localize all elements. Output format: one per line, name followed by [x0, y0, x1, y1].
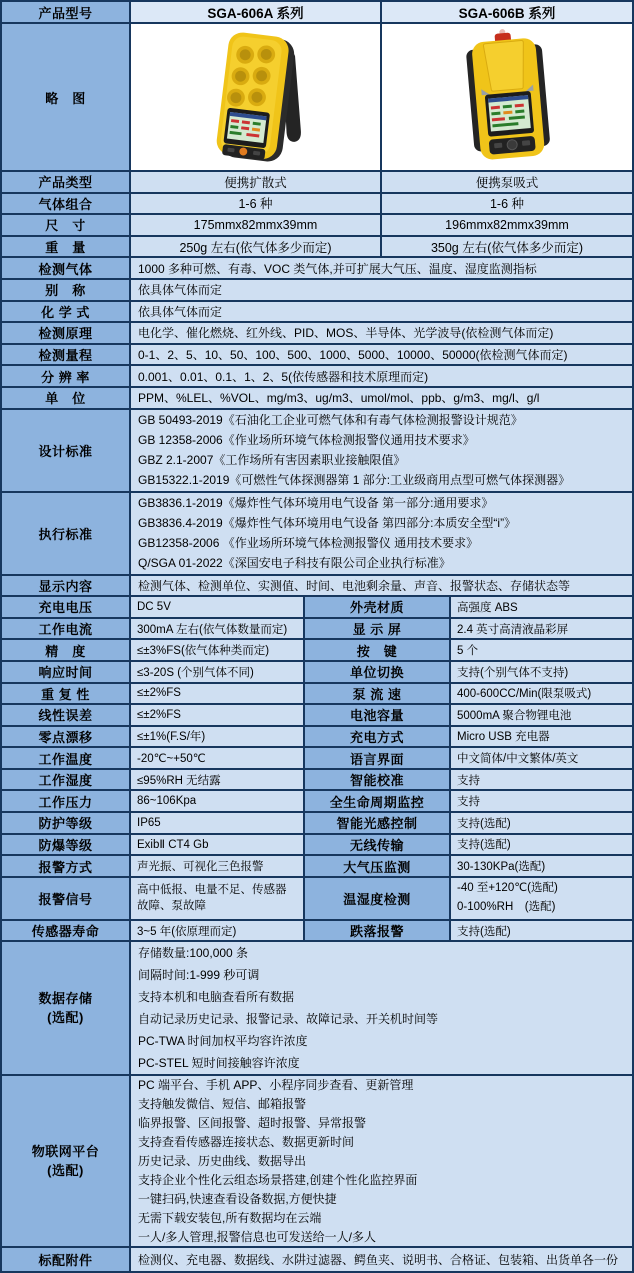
- spec-label: 重 量: [2, 237, 131, 259]
- spec-value-a: 250g 左右(依气体多少而定): [131, 237, 382, 259]
- spec-row-principle: [2, 323, 632, 345]
- spec-value: 支持(选配): [451, 921, 632, 943]
- spec-label: 防爆等级: [2, 835, 131, 857]
- spec-label: 检测量程: [2, 345, 131, 367]
- standard-line: GB3836.4-2019《爆炸性气体环境用电气设备 第四部分:本质安全型“i”》: [138, 515, 517, 530]
- spec-value: 支持(个别气体不支持): [451, 662, 632, 684]
- header-row: [2, 2, 632, 24]
- spec-value: 支持(选配): [451, 835, 632, 857]
- spec-value: 声光振、可视化三色报警: [131, 856, 305, 878]
- spec-value: 3~5 年(依原理而定): [131, 921, 305, 943]
- spec-label: 别 称: [2, 280, 131, 302]
- spec-label: 防护等级: [2, 813, 131, 835]
- spec-value: 检测仪、充电器、数据线、水阱过滤器、鳄鱼夹、说明书、合格证、包装箱、出货单各一份: [131, 1248, 632, 1271]
- spec-value-multiline: [451, 878, 632, 921]
- spec-value: ExibⅡ CT4 Gb: [131, 835, 305, 857]
- spec-row-alias: [2, 280, 632, 302]
- spec-value-b: 350g 左右(依气体多少而定): [382, 237, 632, 259]
- spec-label: 分 辨 率: [2, 366, 131, 388]
- spec-value: DC 5V: [131, 597, 305, 619]
- spec-value: IP65: [131, 813, 305, 835]
- spec-row-gas-combo: [2, 194, 632, 216]
- sga-606a-device-image: [131, 24, 382, 172]
- spec-label: [2, 1076, 131, 1248]
- storage-sublabel: (选配): [47, 1010, 84, 1026]
- spec-row-4col: [2, 619, 632, 641]
- spec-value: -20℃~+50℃: [131, 748, 305, 770]
- spec-label: 产品类型: [2, 172, 131, 194]
- iot-line: 支持触发微信、短信、邮箱报警: [138, 1096, 307, 1111]
- spec-value-multiline: [131, 1076, 632, 1248]
- standard-line: GB 12358-2006《作业场所环境气体检测报警仪通用技术要求》: [138, 432, 475, 447]
- standard-line: GB12358-2006 《作业场所环境气体检测报警仪 通用技术要求》: [138, 536, 479, 551]
- spec-row-display-content: [2, 576, 632, 598]
- spec-row-dimensions: [2, 215, 632, 237]
- spec-label: 充电电压: [2, 597, 131, 619]
- storage-line: 存储数量:100,000 条: [138, 946, 249, 961]
- spec-value: 支持: [451, 791, 632, 813]
- spec-row-4col: [2, 662, 632, 684]
- spec-value: ≤±1%(F.S/年): [131, 727, 305, 749]
- spec-label: 无线传输: [305, 835, 451, 857]
- spec-value: 1000 多种可燃、有毒、VOC 类气体,并可扩展大气压、温度、湿度监测指标: [131, 258, 632, 280]
- iot-line: 支持查看传感器连接状态、数据更新时间: [138, 1134, 355, 1149]
- spec-row-4col: [2, 835, 632, 857]
- sga-606b-device-image: [382, 24, 632, 172]
- iot-line: 历史记录、历史曲线、数据导出: [138, 1153, 307, 1168]
- spec-label: 精 度: [2, 640, 131, 662]
- spec-label: 温湿度检测: [305, 878, 451, 921]
- iot-sublabel: (选配): [47, 1163, 84, 1179]
- iot-line: 支持企业个性化云组态场景搭建,创建个性化监控界面: [138, 1172, 418, 1187]
- spec-row-iot-platform: [2, 1076, 632, 1248]
- spec-label: 大气压监测: [305, 856, 451, 878]
- sketch-label: 略 图: [2, 24, 131, 172]
- humidity-range: 0-100%RH (选配): [457, 901, 556, 914]
- spec-label: 工作温度: [2, 748, 131, 770]
- spec-label: 充电方式: [305, 727, 451, 749]
- standard-line: GB15322.1-2019《可燃性气体探测器第 1 部分:工业级商用点型可燃气体探测器》: [138, 473, 571, 488]
- spec-value: 支持(选配): [451, 813, 632, 835]
- alarm-signal-text: 高中低报、电量不足、传感器故障、泵故障: [137, 884, 287, 913]
- spec-row-4col: [2, 748, 632, 770]
- spec-label: [2, 942, 131, 1076]
- standard-line: GB3836.1-2019《爆炸性气体环境用电气设备 第一部分:通用要求》: [138, 495, 494, 510]
- spec-row-4col: [2, 597, 632, 619]
- storage-label: 数据存储: [38, 991, 93, 1007]
- spec-row-weight: [2, 237, 632, 259]
- spec-value: 5 个: [451, 640, 632, 662]
- spec-value-a: 便携扩散式: [131, 172, 382, 194]
- spec-value-a: 1-6 种: [131, 194, 382, 216]
- spec-value: 0.001、0.01、0.1、1、2、5(依传感器和技术原理而定): [131, 366, 632, 388]
- spec-label: 传感器寿命: [2, 921, 131, 943]
- spec-row-4col: [2, 684, 632, 706]
- spec-row-range: [2, 345, 632, 367]
- spec-row-4col: [2, 813, 632, 835]
- spec-value-b: 便携泵吸式: [382, 172, 632, 194]
- iot-label: 物联网平台: [31, 1144, 100, 1160]
- iot-line: 无需下载安装包,所有数据均在云端: [138, 1210, 322, 1225]
- spec-value: 300mA 左右(依气体数量而定): [131, 619, 305, 641]
- spec-value: Micro USB 充电器: [451, 727, 632, 749]
- spec-value: 中文简体/中文繁体/英文: [451, 748, 632, 770]
- spec-label: 零点漂移: [2, 727, 131, 749]
- spec-value: 检测气体、检测单位、实测值、时间、电池剩余量、声音、报警状态、存储状态等: [131, 576, 632, 598]
- sketch-row: [2, 24, 632, 172]
- spec-value: 高强度 ABS: [451, 597, 632, 619]
- spec-value: ≤±2%FS: [131, 705, 305, 727]
- spec-value: 86~106Kpa: [131, 791, 305, 813]
- spec-label: 单位切换: [305, 662, 451, 684]
- spec-label: 气体组合: [2, 194, 131, 216]
- spec-label: 语言界面: [305, 748, 451, 770]
- standard-line: GB 50493-2019《石油化工企业可燃气体和有毒气体检测报警设计规范》: [138, 412, 523, 427]
- spec-label: 单 位: [2, 388, 131, 410]
- spec-row-design-standards: [2, 410, 632, 493]
- spec-value: 0-1、2、5、10、50、100、500、1000、5000、10000、50000(依检测气体而定): [131, 345, 632, 367]
- product-model-label: 产品型号: [2, 2, 131, 24]
- iot-line: PC 端平台、手机 APP、小程序同步查看、更新管理: [138, 1077, 414, 1092]
- spec-label: 线性误差: [2, 705, 131, 727]
- storage-line: 支持本机和电脑查看所有数据: [138, 990, 295, 1005]
- sga-606a-device-icon: [131, 25, 380, 169]
- spec-label: 工作电流: [2, 619, 131, 641]
- spec-value-multiline: [131, 410, 632, 493]
- spec-label: 外壳材质: [305, 597, 451, 619]
- spec-row-sensor-life: [2, 921, 632, 943]
- spec-row-exec-standards: [2, 493, 632, 576]
- storage-line: 自动记录历史记录、报警记录、故障记录、开关机时间等: [138, 1012, 439, 1027]
- iot-line: 一键扫码,快速查看设备数据,方便快捷: [138, 1191, 337, 1206]
- spec-label: 检测气体: [2, 258, 131, 280]
- storage-line: PC-STEL 短时间接触容许浓度: [138, 1056, 300, 1071]
- spec-value-b: 196mmx82mmx39mm: [382, 215, 632, 237]
- spec-value: 依具体气体而定: [131, 280, 632, 302]
- spec-value: ≤±3%FS(依气体种类而定): [131, 640, 305, 662]
- spec-row-4col: [2, 705, 632, 727]
- spec-row-4col: [2, 791, 632, 813]
- spec-value-multiline: [131, 493, 632, 576]
- spec-label: 尺 寸: [2, 215, 131, 237]
- spec-row-data-storage: [2, 942, 632, 1076]
- spec-row-detect-gas: [2, 258, 632, 280]
- spec-row-4col: [2, 770, 632, 792]
- standard-line: GBZ 2.1-2007《工作场所有害因素职业接触限值》: [138, 453, 406, 468]
- spec-row-formula: [2, 302, 632, 324]
- spec-label: 重 复 性: [2, 684, 131, 706]
- spec-value-multiline: [131, 942, 632, 1076]
- spec-value: 400-600CC/Min(限泵吸式): [451, 684, 632, 706]
- spec-label: 泵 流 速: [305, 684, 451, 706]
- iot-line: 临界报警、区间报警、超时报警、异常报警: [138, 1115, 367, 1130]
- spec-label: 工作压力: [2, 791, 131, 813]
- spec-label: 设计标准: [2, 410, 131, 493]
- temp-range: -40 至+120℃(选配): [457, 882, 558, 895]
- iot-line: 一人/多人管理,报警信息也可发送给一人/多人: [138, 1229, 377, 1244]
- spec-row-alarm-signal: [2, 878, 632, 921]
- spec-label: 执行标准: [2, 493, 131, 576]
- spec-row-4col: [2, 727, 632, 749]
- spec-label: 显示内容: [2, 576, 131, 598]
- spec-value-a: 175mmx82mmx39mm: [131, 215, 382, 237]
- standard-line: Q/SGA 01-2022《深国安电子科技有限公司企业执行标准》: [138, 556, 451, 571]
- spec-row-units: [2, 388, 632, 410]
- storage-line: 间隔时间:1-999 秒可调: [138, 968, 260, 983]
- spec-label: 按 键: [305, 640, 451, 662]
- spec-row-resolution: [2, 366, 632, 388]
- spec-label: 工作湿度: [2, 770, 131, 792]
- spec-label: 标配附件: [2, 1248, 131, 1271]
- spec-value: PPM、%LEL、%VOL、mg/m3、ug/m3、umol/mol、ppb、g/m3、mg/l、g/l: [131, 388, 632, 410]
- spec-value: 电化学、催化燃烧、红外线、PID、MOS、半导体、光学波导(依检测气体而定): [131, 323, 632, 345]
- spec-value: [131, 878, 305, 921]
- spec-value: ≤95%RH 无结露: [131, 770, 305, 792]
- spec-row-4col: [2, 856, 632, 878]
- product-model-b: SGA-606B 系列: [382, 2, 632, 24]
- spec-label: 智能校准: [305, 770, 451, 792]
- spec-row-4col: [2, 640, 632, 662]
- spec-label: 报警方式: [2, 856, 131, 878]
- spec-value: 2.4 英寸高清液晶彩屏: [451, 619, 632, 641]
- sga-606b-device-icon: [382, 25, 632, 169]
- spec-value: ≤3-20S (个别气体不同): [131, 662, 305, 684]
- storage-line: PC-TWA 时间加权平均容许浓度: [138, 1034, 308, 1049]
- product-model-a: SGA-606A 系列: [131, 2, 382, 24]
- spec-label: 跌落报警: [305, 921, 451, 943]
- spec-label: 化 学 式: [2, 302, 131, 324]
- spec-label: 报警信号: [2, 878, 131, 921]
- spec-value: 支持: [451, 770, 632, 792]
- spec-value: 5000mA 聚合物锂电池: [451, 705, 632, 727]
- spec-label: 智能光感控制: [305, 813, 451, 835]
- spec-value: ≤±2%FS: [131, 684, 305, 706]
- spec-label: 显 示 屏: [305, 619, 451, 641]
- spec-label: 检测原理: [2, 323, 131, 345]
- spec-row-product-type: [2, 172, 632, 194]
- spec-value: 30-130KPa(选配): [451, 856, 632, 878]
- spec-value-b: 1-6 种: [382, 194, 632, 216]
- spec-value: 依具体气体而定: [131, 302, 632, 324]
- spec-label: 全生命周期监控: [305, 791, 451, 813]
- spec-label: 响应时间: [2, 662, 131, 684]
- spec-row-accessories: [2, 1248, 632, 1271]
- spec-label: 电池容量: [305, 705, 451, 727]
